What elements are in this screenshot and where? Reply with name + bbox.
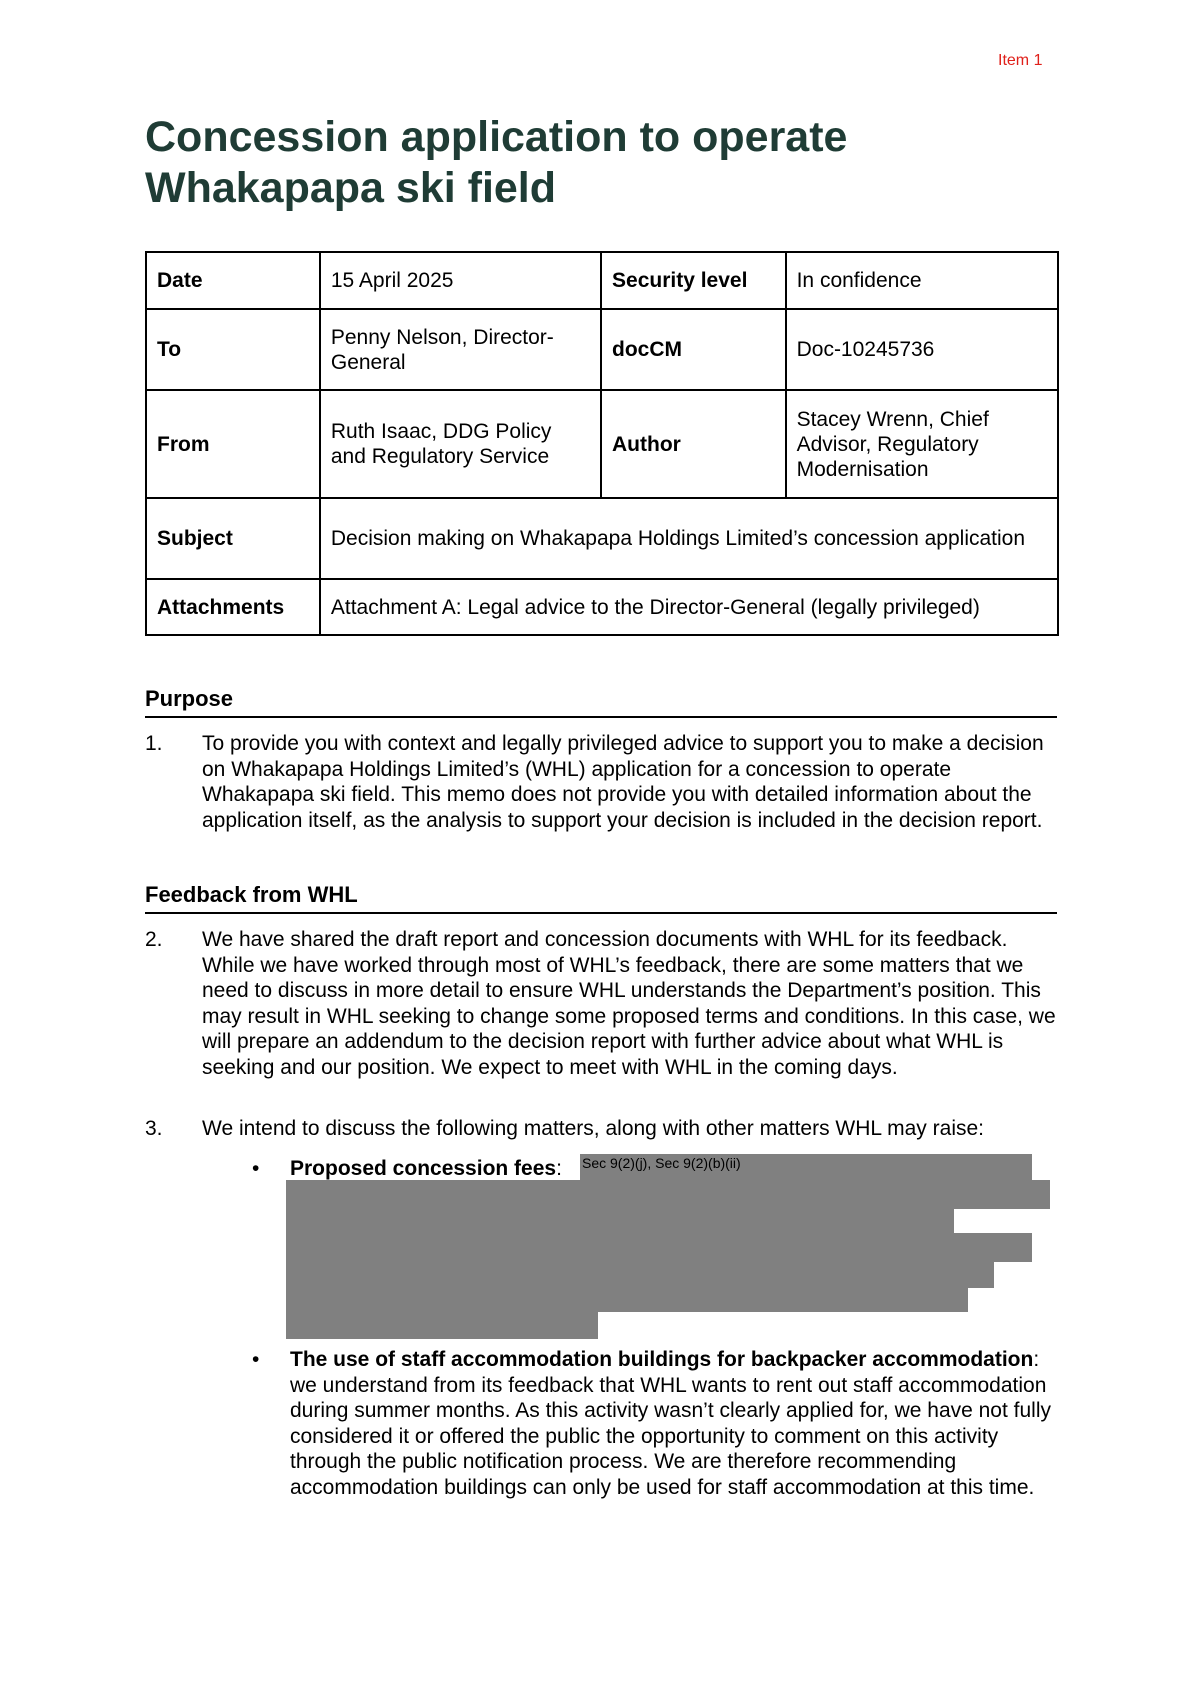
redaction-block <box>286 1288 968 1312</box>
security-level-value: In confidence <box>786 252 1058 309</box>
table-row <box>146 252 1058 309</box>
from-label: From <box>146 390 320 498</box>
paragraph-2 <box>145 927 1065 1081</box>
bullet-text: : <box>556 1157 562 1180</box>
paragraph-text: To provide you with context and legally privileged advice to support you to make a decision on Whakapapa Holdings Limited’s (WHL) application for a concession to operate Whakapapa ski field. This memo does not provide you with detailed information about the application itself, as the analysis to support your decision is included in the decision report. <box>202 732 1044 832</box>
purpose-heading: Purpose <box>145 686 1057 718</box>
doccm-label: docCM <box>601 309 786 390</box>
bullet-heading: Proposed concession fees <box>290 1157 557 1180</box>
table-row <box>146 309 1058 390</box>
redaction-block <box>286 1233 1032 1262</box>
paragraph-text: We have shared the draft report and concession documents with WHL for its feedback. While we have worked through most of WHL’s feedback, there are some matters that we need to discuss in more detail to ensure WHL understands the Department’s position. This may result in WHL seeking to change some proposed terms and conditions. In this case, we will prepare an addendum to the decision report with further advice about what WHL is seeking and our position. We expect to meet with WHL in the coming days. <box>202 928 1056 1079</box>
redaction-block <box>286 1262 994 1288</box>
bullet-staff-accommodation <box>252 1347 1062 1501</box>
doccm-value: Doc-10245736 <box>786 309 1058 390</box>
memo-details-table <box>145 251 1059 636</box>
table-row <box>146 498 1058 579</box>
from-value: Ruth Isaac, DDG Policy and Regulatory Service <box>320 390 601 498</box>
redaction-block <box>286 1312 598 1339</box>
bullet-dot: • <box>252 1157 260 1180</box>
attachments-value: Attachment A: Legal advice to the Director-General (legally privileged) <box>320 579 1058 635</box>
paragraph-3 <box>145 1116 1065 1142</box>
bullet-text: : we understand from its feedback that WHL wants to rent out staff accommodation during summer months. As this activity wasn’t clearly applied for, we have not fully considered it or offered the public the opportunity to comment on this activity through the public notification process. We are therefore recommending accommodation buildings can only be used for staff accommodation at this time. <box>290 1348 1052 1499</box>
attachments-label: Attachments <box>146 579 320 635</box>
to-label: To <box>146 309 320 390</box>
document-title: Concession application to operate Whakapapa ski field <box>145 113 848 212</box>
bullet-dot: • <box>252 1348 260 1371</box>
table-row <box>146 579 1058 635</box>
bullet-heading: The use of staff accommodation buildings for backpacker accommodation <box>290 1348 1034 1371</box>
date-label: Date <box>146 252 320 309</box>
paragraph-number: 2. <box>145 928 163 951</box>
redaction-block <box>286 1180 1050 1209</box>
subject-value: Decision making on Whakapapa Holdings Limited’s concession application <box>320 498 1058 579</box>
table-row <box>146 390 1058 498</box>
author-label: Author <box>601 390 786 498</box>
subject-label: Subject <box>146 498 320 579</box>
paragraph-number: 3. <box>145 1117 163 1140</box>
to-value: Penny Nelson, Director-General <box>320 309 601 390</box>
redaction-section-label: Sec 9(2)(j), Sec 9(2)(b)(ii) <box>582 1155 741 1171</box>
author-value: Stacey Wrenn, Chief Advisor, Regulatory Modernisation <box>786 390 1058 498</box>
item-tag: Item 1 <box>998 52 1043 69</box>
paragraph-number: 1. <box>145 732 163 755</box>
redaction-block <box>286 1209 954 1233</box>
paragraph-1 <box>145 731 1065 833</box>
date-value: 15 April 2025 <box>320 252 601 309</box>
security-level-label: Security level <box>601 252 786 309</box>
feedback-heading: Feedback from WHL <box>145 882 1057 914</box>
paragraph-text: We intend to discuss the following matters, along with other matters WHL may raise: <box>202 1117 984 1140</box>
